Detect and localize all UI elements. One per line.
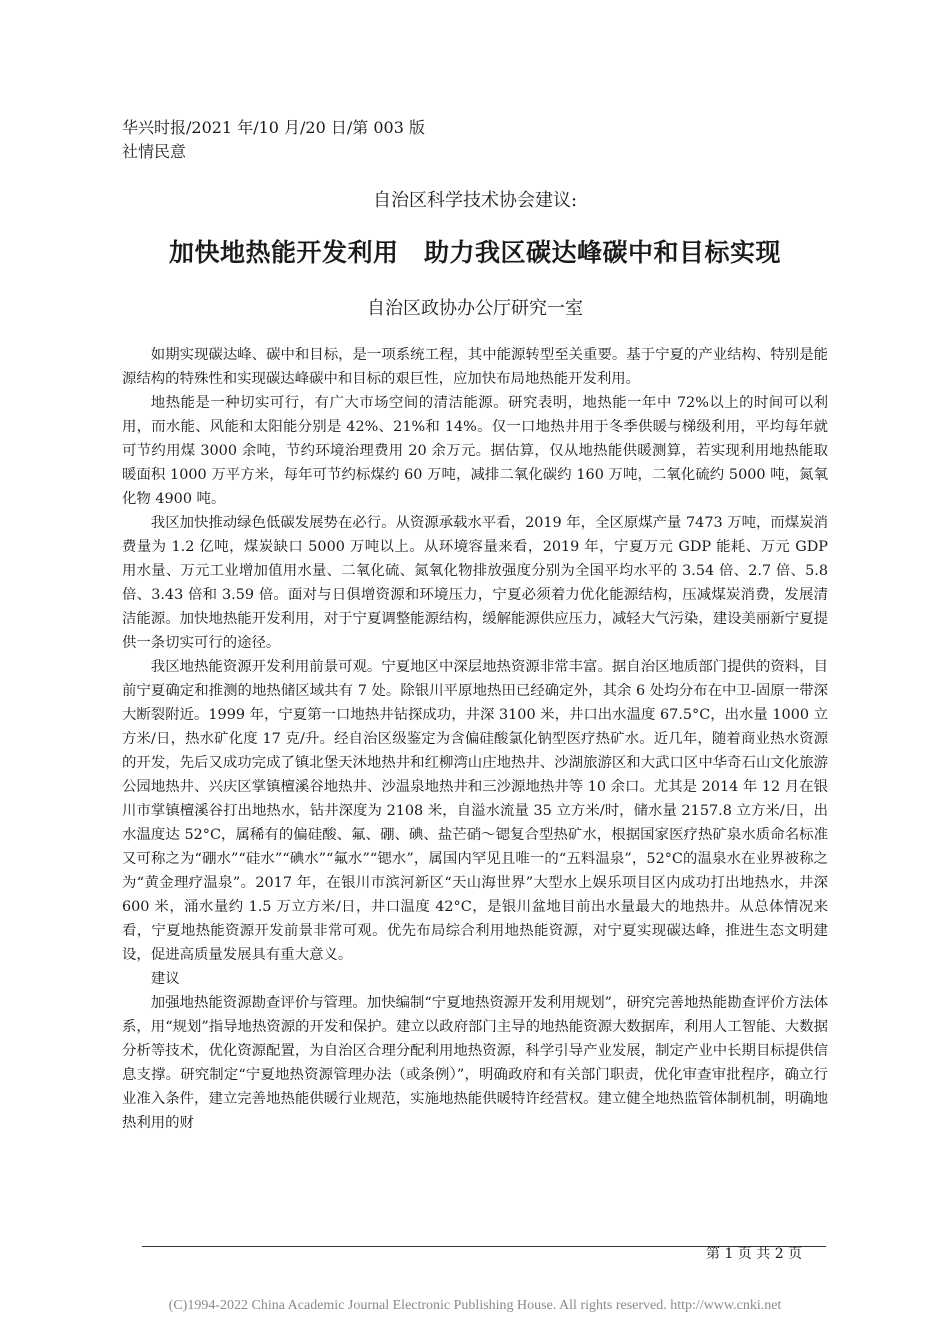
body-paragraph: 加强地热能资源勘查评价与管理。加快编制“宁夏地热资源开发利用规划”，研究完善地热能勘查评价方法体系，用“规划”指导地热资源的开发和保护。建立以政府部门主导的地热能资源大数据库，利用人工智能、大数据分析等技术，优化资源配置，为自治区合理分配利用地热资源，科学引导产业发展，制定产业中长期目标提供信息支撑。研究制定“宁夏地热资源管理办法（或条例）”，明确政府和有关部门职责，优化审查审批程序，确立行业准入条件，建立完善地热能供暖行业规范，实施地热能供暖特许经营权。建立健全地热监管体制机制，明确地热利用的财 [122,995,828,1131]
copyright-watermark: (C)1994-2022 China Academic Journal Electronic Publishing House. All rights reserved. http://www.cnki.net [168,1298,782,1313]
article-body [122,343,828,1135]
article-kicker: 自治区科学技术协会建议: [372,190,578,211]
article-byline: 自治区政协办公厅研究一室 [367,298,583,319]
section-heading: 建议 [150,971,180,987]
body-paragraph: 我区加快推动绿色低碳发展势在必行。从资源承载水平看，2019 年，全区原煤产量 7473 万吨，而煤炭消费量为 1.2 亿吨，煤炭缺口 5000 万吨以上。从环境容量来看，2019 年，宁夏万元 GDP 能耗、万元 GDP 用水量、万元工业增加值用水量、二氧化硫、氮氧化物排放强度分别为全国平均水平的 3.54 倍、2.7 倍、5.8 倍、3.43 倍和 3.59 倍。面对与日俱增资源和环境压力，宁夏必须着力优化能源结构，压减煤炭消费，发展清洁能源。加快地热能开发利用，对于宁夏调整能源结构，缓解能源供应压力，减轻大气污染，建设美丽新宁夏提供一条切实可行的途径。 [122,515,828,651]
article-headline: 加快地热能开发利用 助力我区碳达峰碳中和目标实现 [168,238,781,267]
body-paragraph: 如期实现碳达峰、碳中和目标，是一项系统工程，其中能源转型至关重要。基于宁夏的产业结构、特别是能源结构的特殊性和实现碳达峰碳中和目标的艰巨性，应加快布局地热能开发利用。 [122,347,828,387]
body-paragraph: 我区地热能资源开发利用前景可观。宁夏地区中深层地热资源非常丰富。据自治区地质部门提供的资料，目前宁夏确定和推测的地热储区域共有 7 处。除银川平原地热田已经确定外，其余 6 处均分布在中卫-固原一带深大断裂附近。1999 年，宁夏第一口地热井钻探成功，井深 3100 米，井口出水温度 67.5°C，出水量 1000 立方米/日，热水矿化度 17 克/升。经自治区级鉴定为含偏硅酸氯化钠型医疗热矿水。近几年，随着商业热水资源的开发，先后又成功完成了镇北堡天沐地热井和红柳湾山庄地热井、沙湖旅游区和大武口区中华奇石山文化旅游公园地热井、兴庆区掌镇檀溪谷地热井、沙温泉地热井和三沙源地热井等 10 余口。尤其是 2014 年 12 月在银川市掌镇檀溪谷打出地热水，钻井深度为 2108 米，自溢水流量 35 立方米/时，储水量 2157.8 立方米/日，出水温度达 52°C，属稀有的偏硅酸、氟、硼、碘、盐芒硝～锶复合型热矿水，根据国家医疗热矿泉水质命名标准又可称之为“硼水”“硅水”“碘水”“氟水”“锶水”，属国内罕见且唯一的“五料温泉”，52°C的温泉水在业界被称之为“黄金理疗温泉”。2017 年，在银川市滨河新区“天山海世界”大型水上娱乐项目区内成功打出地热水，井深 600 米，涌水量约 1.5 万立方米/日，井口温度 42°C，是银川盆地目前出水量最大的地热井。从总体情况来看，宁夏地热能资源开发前景非常可观。优先布局综合利用地热能资源，对宁夏实现碳达峰，推进生态文明建设，促进高质量发展具有重大意义。 [122,659,828,963]
source-line: 华兴时报/2021 年/10 月/20 日/第 003 版 [122,118,425,137]
page-indicator: 第 1 页 共 2 页 [706,1246,803,1262]
column-name: 社情民意 [122,142,187,161]
header-meta [122,116,425,164]
body-paragraph: 地热能是一种切实可行，有广大市场空间的清洁能源。研究表明，地热能一年中 72%以上的时间可以利用，而水能、风能和太阳能分别是 42%、21%和 14%。仅一口地热井用于冬季供暖与梯级利用，平均每年就可节约用煤 3000 余吨，节约环境治理费用 20 余万元。据估算，仅从地热能供暖测算，若实现利用地热能取暖面积 1000 万平方米，每年可节约标煤约 60 万吨，减排二氧化碳约 160 万吨，二氧化硫约 5000 吨，氮氧化物 4900 吨。 [122,395,828,507]
